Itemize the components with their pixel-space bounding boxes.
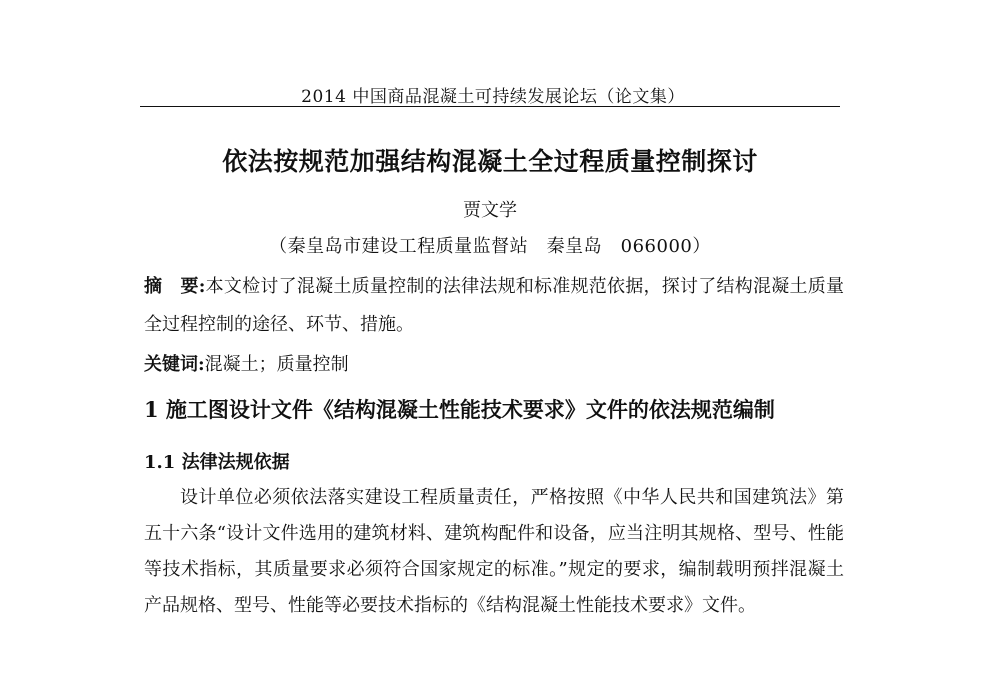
body-paragraph: 设计单位必须依法落实建设工程质量责任，严格按照《中华人民共和国建筑法》第五十六条“设计文件选用的建筑材料、建筑构配件和设备，应当注明其规格、型号、性能等技术指标，其质量要求必须符合国家规定的标准。”规定的要求，编制载明预拌混凝土产品规格、型号、性能等必要技术指标的《结构混凝土性能技术要求》文件。 [144,487,844,616]
keywords [144,352,844,378]
header-rule [140,106,840,107]
keywords-text: 混凝土；质量控制 [204,354,349,375]
abstract [144,268,844,344]
author-affiliation: （秦皇岛市建设工程质量监督站 秦皇岛 066000） [269,236,711,257]
subsection-heading: 1.1 法律法规依据 [144,452,290,473]
keywords-label: 关键词: [144,354,205,375]
abstract-text: 本文检讨了混凝土质量控制的法律法规和标准规范依据，探讨了结构混凝土质量全过程控制的途径、环节、措施。 [144,276,844,335]
abstract-label: 摘 要: [144,276,206,297]
running-header: 2014 中国商品混凝土可持续发展论坛（论文集） [301,87,685,107]
paper-title: 依法按规范加强结构混凝土全过程质量控制探讨 [222,147,758,176]
author-name: 贾文学 [463,200,517,221]
section-heading: 1 施工图设计文件《结构混凝土性能技术要求》文件的依法规范编制 [144,397,775,422]
